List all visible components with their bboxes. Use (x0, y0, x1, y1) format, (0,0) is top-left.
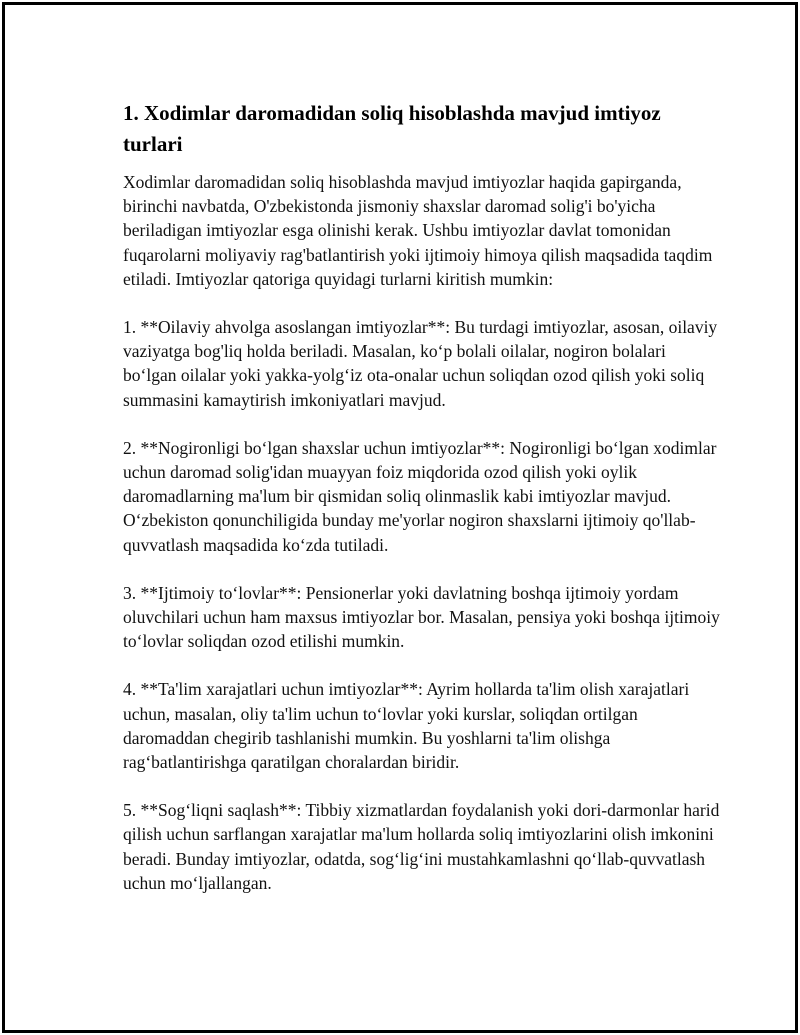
document-body (123, 98, 723, 919)
paragraph-social-payments: 3. **Ijtimoiy to‘lovlar**: Pensionerlar yoki davlatning boshqa ijtimoiy yordam oluvchilari uchun ham maxsus imtiyozlar bor. Masalan, pensiya yoki boshqa ijtimoiy to‘lovlar soliqdan ozod etilishi mumkin. (123, 582, 720, 652)
paragraph-health-benefits: 5. **Sog‘liqni saqlash**: Tibbiy xizmatlardan foydalanish yoki dori-darmonlar harid qilish uchun sarflangan xarajatlar ma'lum hollarda soliq imtiyozlarini olish imkonini beradi. Bunday imtiyozlar, odatda, sog‘lig‘ini mustahkamlashni qo‘llab-quvvatlash uchun mo‘ljallangan. (123, 800, 720, 893)
paragraph-family-benefits: 1. **Oilaviy ahvolga asoslangan imtiyozlar**: Bu turdagi imtiyozlar, asosan, oilaviy vaziyatga bog'liq holda beriladi. Masalan, ko‘p bolali oilalar, nogiron bolalari bo‘lgan oilalar yoki yakka-yolg‘iz ota-onalar uchun soliqdan ozod qilish yoki soliq summasini kamaytirish imkoniyatlari mavjud. (123, 317, 718, 410)
section-heading: 1. Xodimlar daromadidan soliq hisoblashda mavjud imtiyoz turlari (123, 101, 661, 156)
page-frame (2, 2, 798, 1033)
paragraph-disability-benefits: 2. **Nogironligi bo‘lgan shaxslar uchun imtiyozlar**: Nogironligi bo‘lgan xodimlar uchun daromad solig'idan muayyan foiz miqdorida ozod qilish yoki oylik daromadlarning ma'lum bir qismidan soliq olinmaslik kabi imtiyozlar mavjud. O‘zbekiston qonunchiligida bunday me'yorlar nogiron shaxslarni ijtimoiy qo'llab-quvvatlash maqsadida ko‘zda tutiladi. (123, 437, 717, 555)
paragraph-education-benefits: 4. **Ta'lim xarajatlari uchun imtiyozlar**: Ayrim hollarda ta'lim olish xarajatlari uchun, masalan, oliy ta'lim uchun to‘lovlar yoki kurslar, soliqdan ortilgan daromaddan chegirib tashlanishi mumkin. Bu yoshlarni ta'lim olishga rag‘batlantirishga qaratilgan choralardan biridir. (123, 679, 690, 773)
intro-paragraph: Xodimlar daromadidan soliq hisoblashda mavjud imtiyozlar haqida gapirganda, birinchi navbatda, O'zbekistonda jismoniy shaxslar daromad solig'i bo'yicha beriladigan imtiyozlar esga olinishi kerak. Ushbu imtiyozlar davlat tomonidan fuqarolarni moliyaviy rag'batlantirish yoki ijtimoiy himoya qilish maqsadida taqdim etiladi. Imtiyozlar qatoriga quyidagi turlarni kiritish mumkin: (123, 172, 713, 289)
